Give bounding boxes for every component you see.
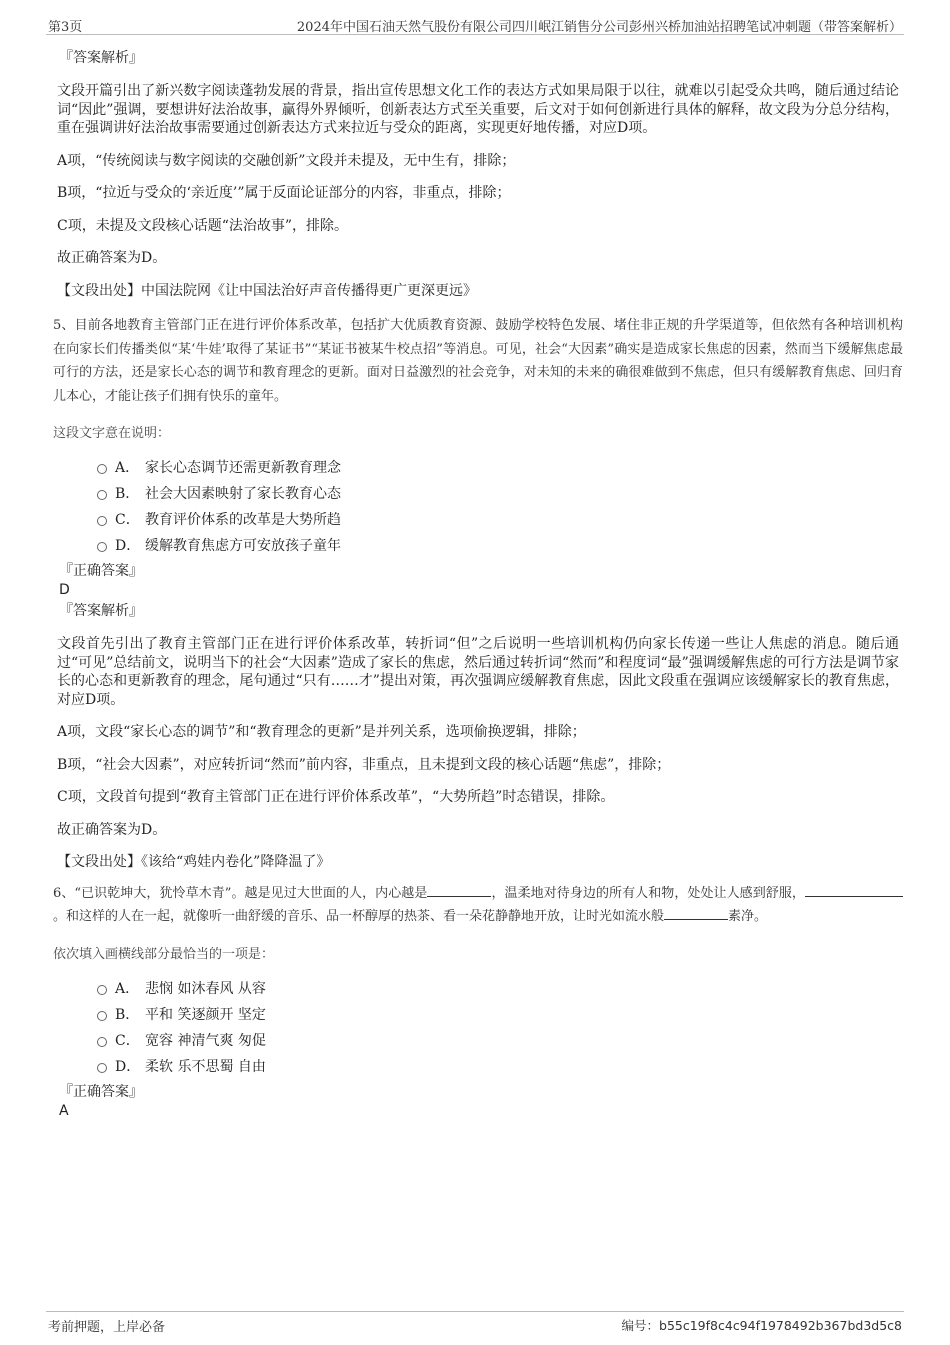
q4-b-note: B项，“拉近与受众的‘亲近度’”属于反面论证部分的内容，非重点，排除；: [57, 185, 511, 201]
q4-c-note: C项，未提及文段核心话题“法治故事”，排除。: [57, 217, 349, 234]
fill-blank-3: [664, 907, 728, 920]
q5-answer: D: [59, 582, 70, 598]
q5-source: 【文段出处】《该给“鸡娃内卷化”降降温了》: [57, 854, 331, 870]
q6-answer-label: 『正确答案』: [59, 1083, 143, 1100]
q5-a-note: A项，文段“家长心态的调节”和“教育理念的更新”是并列关系，选项偷换逻辑，排除；: [57, 724, 586, 740]
q5-option-a[interactable]: A． 家长心态调节还需更新教育理念: [97, 455, 899, 481]
q5-b-note: B项，“社会大因素”，对应转折词“然而”前内容，非重点，且未提到文段的核心话题“焦虑”，排除；: [57, 756, 671, 773]
q5-analysis-label: 『答案解析』: [59, 603, 143, 619]
q6-answer: A: [59, 1102, 69, 1119]
page-number: 第3页: [48, 20, 83, 35]
q6-option-b[interactable]: B． 平和 笑逐颜开 坚定: [97, 1002, 899, 1028]
q6-option-d[interactable]: D． 柔软 乐不思蜀 自由: [97, 1054, 899, 1080]
q5-conclusion: 故正确答案为D。: [57, 821, 167, 838]
q4-analysis: 文段开篇引出了新兴数字阅读蓬勃发展的背景，指出宣传思想文化工作的表达方式如果局限于以往，就难以引起受众共鸣，随后通过结论词“因此”强调，要想讲好法治故事，赢得外界倾听，创新表达方式至关重要，后文对于如何创新进行具体的解释，故文段为分总分结构，重在强调讲好法治故事需要通过创新表达方式来拉近与受众的距离，实现更好地传播，对应D项。: [57, 83, 899, 136]
footer-slogan: 考前押题，上岸必备: [48, 1320, 166, 1335]
radio-icon[interactable]: [97, 1037, 107, 1047]
q4-analysis-label: 『答案解析』: [59, 50, 143, 66]
radio-icon[interactable]: [97, 1011, 107, 1021]
document-title: 2024年中国石油天然气股份有限公司四川岷江销售分公司彭州兴桥加油站招聘笔试冲刺题（带答案解析）: [296, 20, 902, 35]
fill-blank-2: [805, 884, 903, 897]
radio-icon[interactable]: [97, 464, 107, 474]
q5-option-d[interactable]: D． 缓解教育焦虑方可安放孩子童年: [97, 533, 899, 559]
q6-prompt: 依次填入画横线部分最恰当的一项是：: [53, 946, 275, 962]
q5-option-c[interactable]: C． 教育评价体系的改革是大势所趋: [97, 507, 899, 533]
q4-source: 【文段出处】中国法院网《让中国法治好声音传播得更广更深更远》: [57, 282, 477, 299]
q5-answer-label: 『正确答案』: [59, 563, 143, 579]
q5-option-b[interactable]: B． 社会大因素映射了家长教育心态: [97, 481, 899, 507]
fill-blank-1: [427, 884, 491, 897]
radio-icon[interactable]: [97, 516, 107, 526]
document-id: 编号：b55c19f8c4c94f1978492b367bd3d5c8: [621, 1318, 902, 1333]
q5-prompt: 这段文字意在说明：: [53, 426, 171, 441]
page-footer: [46, 1311, 904, 1334]
q6-question: 6、“已识乾坤大，犹怜草木青”。越是见过大世面的人，内心越是 ，温柔地对待身边的所有人和物，处处让人感到舒服，。和这样的人在一起，就像听一曲舒缓的音乐、品一杯醇厚的热茶、看一朵花静静地开放，让时光如流水般 素净。: [53, 882, 903, 929]
radio-icon[interactable]: [97, 1063, 107, 1073]
q6-option-c[interactable]: C． 宽容 神清气爽 匆促: [97, 1028, 899, 1054]
q5-options: [57, 455, 899, 559]
q4-conclusion: 故正确答案为D。: [57, 250, 167, 266]
q4-a-note: A项，“传统阅读与数字阅读的交融创新”文段并未提及，无中生有，排除；: [57, 152, 516, 169]
radio-icon[interactable]: [97, 490, 107, 500]
q6-option-a[interactable]: A． 悲悯 如沐春风 从容: [97, 976, 899, 1002]
radio-icon[interactable]: [97, 542, 107, 552]
q5-question: 5、目前各地教育主管部门正在进行评价体系改革，包括扩大优质教育资源、鼓励学校特色发展、堵住非正规的升学渠道等，但依然有各种培训机构在向家长们传播类似“某‘牛娃’取得了某证书”“某证书被某牛校点招”等消息。可见，社会“大因素”确实是造成家长焦虑的因素，然而当下缓解焦虑最可行的方法，还是家长心态的调节和教育理念的更新。面对日益激烈的社会竞争，对未知的未来的确很难做到不焦虑，但只有缓解教育焦虑、回归育儿本心，才能让孩子们拥有快乐的童年。: [53, 318, 903, 404]
q6-options: [57, 976, 899, 1080]
page-content: [53, 46, 903, 1120]
q5-analysis: 文段首先引出了教育主管部门正在进行评价体系改革，转折词“但”之后说明一些培训机构仍向家长传递一些让人焦虑的消息。随后通过“可见”总结前文，说明当下的社会“大因素”造成了家长的焦虑，然后通过转折词“然而”和程度词“最”强调缓解焦虑的可行方法是调节家长的心态和更新教育的理念，尾句通过“只有……才”提出对策，再次强调应缓解教育焦虑，因此文段重在强调应该缓解家长的教育焦虑，对应D项。: [57, 636, 899, 708]
radio-icon[interactable]: [97, 985, 107, 995]
page-header: [46, 14, 904, 35]
q5-c-note: C项，文段首句提到“教育主管部门正在进行评价体系改革”，“大势所趋”时态错误，排除。: [57, 789, 615, 805]
